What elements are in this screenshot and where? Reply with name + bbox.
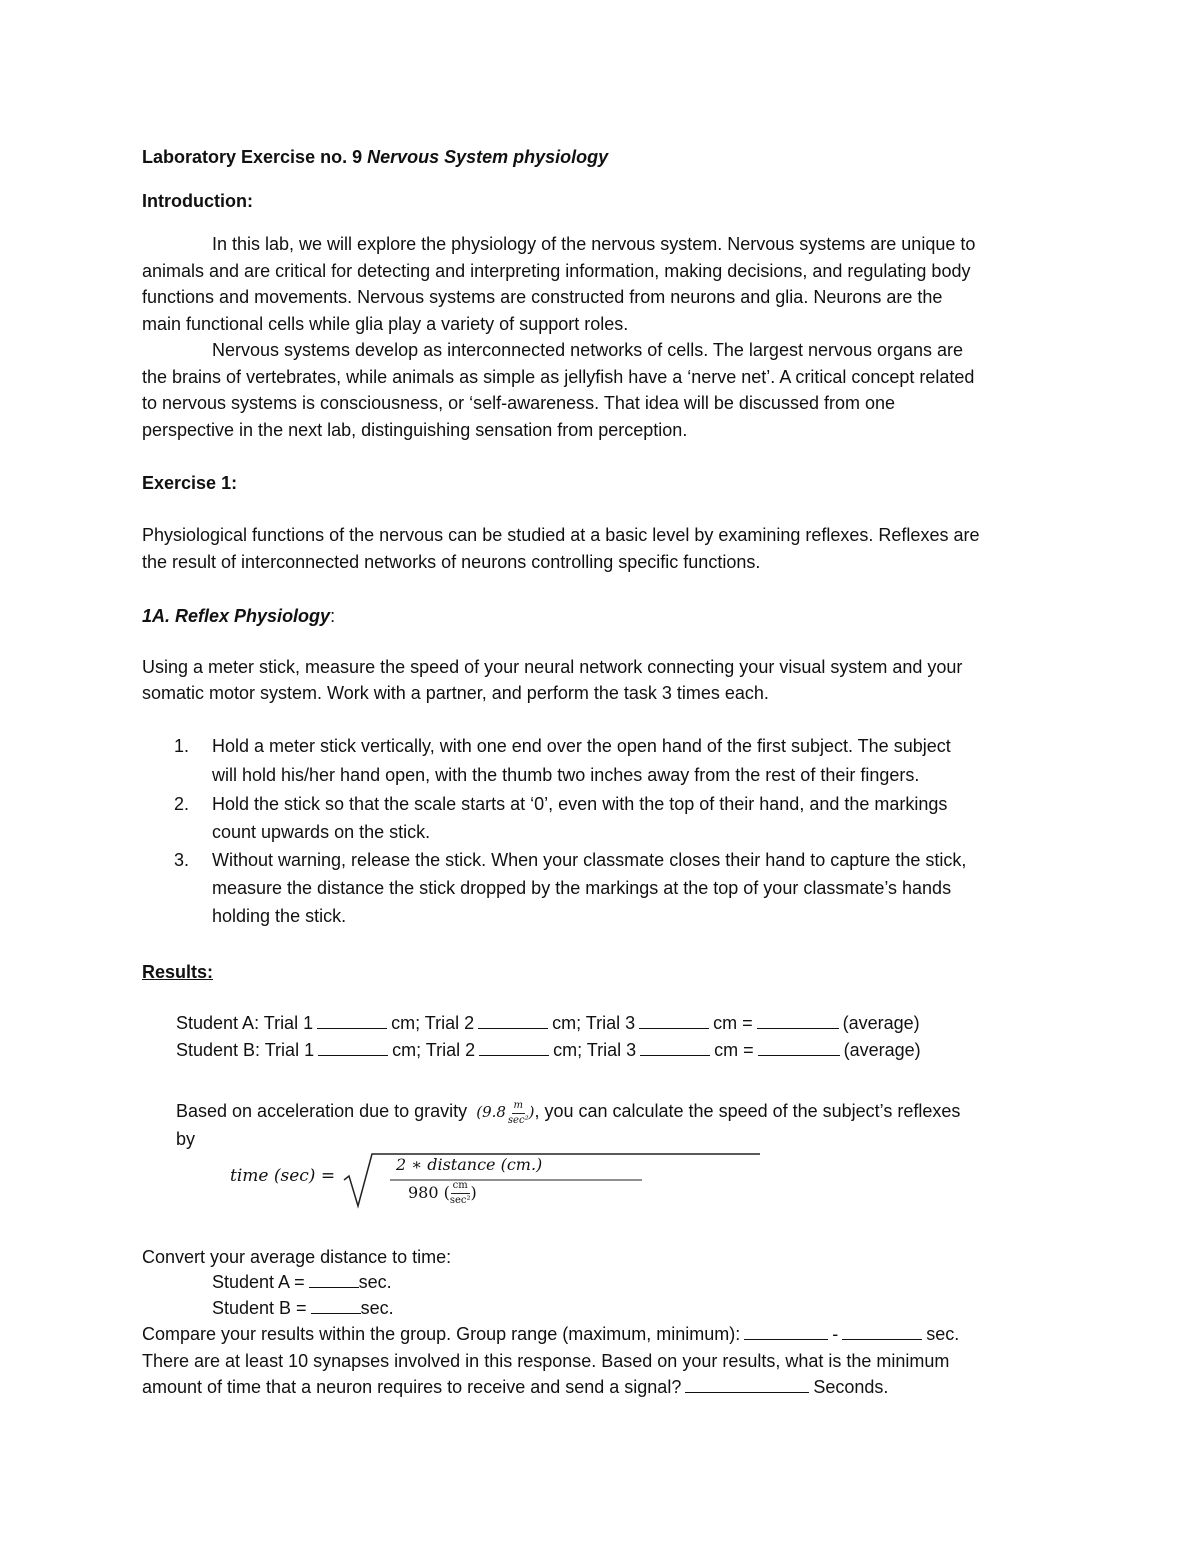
title-prefix: Laboratory Exercise no. 9 [142, 147, 368, 167]
step-text: Without warning, release the stick. When your classmate closes their hand to capture the stick, [212, 850, 967, 870]
seconds-unit: Seconds. [813, 1377, 889, 1397]
synapse-line-1: There are at least 10 synapses involved in this response. Based on your results, what is the minimum [142, 1351, 950, 1371]
step-text: count upwards on the stick. [212, 822, 431, 842]
step-number: 3. [174, 850, 190, 870]
introduction-heading: Introduction: [142, 191, 253, 211]
section-1a-title: 1A. Reflex Physiology [142, 606, 331, 626]
trial-1-blank[interactable] [317, 1010, 387, 1029]
intro-line-3: functions and movements. Nervous systems are constructed from neurons and glia. Neurons are the [142, 287, 943, 307]
convert-heading: Convert your average distance to time: [142, 1247, 452, 1267]
gravity-text-post: , you can calculate the speed of the subject’s reflexes [534, 1101, 961, 1121]
step-text: holding the stick. [212, 906, 347, 926]
average-blank[interactable] [758, 1037, 840, 1056]
formula-denominator: 980 ( $\frac{cm}{\text{sec²}}$ ) [408, 1180, 477, 1206]
student-a-time-line [212, 1269, 392, 1296]
trial-1-blank[interactable] [318, 1037, 388, 1056]
section-1a-colon: : [330, 606, 336, 626]
row-label: (average) [842, 1013, 920, 1033]
row-label: cm = [714, 1040, 754, 1060]
intro-line-2: animals and are critical for detecting and interpreting information, making decisions, and regulating body [142, 261, 971, 281]
section-1a-line-1: Using a meter stick, measure the speed of your neural network connecting your visual system and your [142, 657, 963, 677]
intro-line-6: the brains of vertebrates, while animals as simple as jellyfish have a ‘nerve net’. A critical concept related [142, 367, 975, 387]
intro-line-1: In this lab, we will explore the physiology of the nervous system. Nervous systems are unique to [212, 234, 976, 254]
step-number: 2. [174, 794, 190, 814]
row-label: (average) [843, 1040, 921, 1060]
exercise-1-line-2: the result of interconnected networks of neurons controlling specific functions. [142, 552, 761, 572]
student-a-time-blank[interactable] [309, 1269, 359, 1288]
student-b-label: Student B = [212, 1298, 307, 1318]
row-label: Student B: Trial 1 [176, 1040, 315, 1060]
gravity-unit-top: m [512, 1101, 525, 1114]
step-text: Hold a meter stick vertically, with one end over the open hand of the first subject. The subject [212, 736, 951, 756]
range-max-blank[interactable] [744, 1321, 828, 1340]
row-label: cm; Trial 2 [392, 1040, 476, 1060]
step-number: 1. [174, 736, 190, 756]
synapse-question: amount of time that a neuron requires to receive and send a signal? [142, 1377, 682, 1397]
intro-line-8: perspective in the next lab, distinguishing sensation from perception. [142, 420, 688, 440]
results-heading: Results: [142, 962, 214, 982]
results-row-student-b [176, 1037, 921, 1064]
gravity-by: by [176, 1129, 196, 1149]
gravity-line [176, 1094, 960, 1129]
denominator-value: 980 [408, 1183, 439, 1202]
sec-unit: sec. [926, 1324, 960, 1344]
student-b-time-blank[interactable] [311, 1295, 361, 1314]
trial-2-blank[interactable] [478, 1010, 548, 1029]
compare-text: Compare your results within the group. Group range (maximum, minimum): [142, 1324, 741, 1344]
gravity-text: Based on acceleration due to gravity [176, 1101, 468, 1121]
compare-line [142, 1321, 959, 1348]
intro-line-7: to nervous systems is consciousness, or ‘self-awareness. That idea will be discussed from one [142, 393, 896, 413]
intro-line-4: main functional cells while glia play a variety of support roles. [142, 314, 629, 334]
section-1a-heading [142, 603, 335, 630]
range-min-blank[interactable] [842, 1321, 922, 1340]
denominator-unit-fraction [450, 1181, 471, 1206]
document-title [142, 144, 608, 171]
row-label: cm; Trial 3 [553, 1040, 637, 1060]
step-text: Hold the stick so that the scale starts at ‘0’, even with the top of their hand, and the markings [212, 794, 948, 814]
range-dash: - [832, 1324, 839, 1344]
exercise-1-line-1: Physiological functions of the nervous can be studied at a basic level by examining reflexes. Reflexes are [142, 525, 980, 545]
gravity-unit-fraction [508, 1101, 529, 1126]
row-label: cm; Trial 2 [391, 1013, 475, 1033]
section-1a-line-2: somatic motor system. Work with a partner, and perform the task 3 times each. [142, 683, 769, 703]
student-a-label: Student A = [212, 1272, 305, 1292]
trial-3-blank[interactable] [640, 1037, 710, 1056]
row-label: cm; Trial 3 [552, 1013, 636, 1033]
row-label: Student A: Trial 1 [176, 1013, 314, 1033]
sec-unit: sec. [358, 1272, 392, 1292]
row-label: cm = [713, 1013, 753, 1033]
trial-2-blank[interactable] [479, 1037, 549, 1056]
student-b-time-line [212, 1295, 394, 1322]
denominator-unit-top: cm [451, 1181, 470, 1194]
formula-numerator: 2 ∗ distance (cm.) [396, 1155, 543, 1174]
gravity-formula: (9.8 $\frac{m}{\text{sec²}}$ ) [476, 1099, 535, 1126]
synapse-line-2 [142, 1374, 888, 1401]
gravity-unit-bottom: sec² [507, 1114, 529, 1126]
intro-line-5: Nervous systems develop as interconnected networks of cells. The largest nervous organs are [212, 340, 964, 360]
gravity-value: 9.8 [482, 1103, 506, 1121]
step-text: measure the distance the stick dropped by the markings at the top of your classmate’s hands [212, 878, 952, 898]
neuron-time-blank[interactable] [685, 1374, 809, 1393]
trial-3-blank[interactable] [639, 1010, 709, 1029]
formula-lhs: time (sec) = [230, 1166, 336, 1186]
sec-unit: sec. [360, 1298, 394, 1318]
average-blank[interactable] [757, 1010, 839, 1029]
exercise-1-heading: Exercise 1: [142, 473, 238, 493]
denominator-unit-bottom: sec² [449, 1195, 471, 1206]
title-italic: Nervous System physiology [367, 147, 609, 167]
results-row-student-a [176, 1010, 920, 1037]
step-text: will hold his/her hand open, with the thumb two inches away from the rest of their fingers. [212, 765, 920, 785]
